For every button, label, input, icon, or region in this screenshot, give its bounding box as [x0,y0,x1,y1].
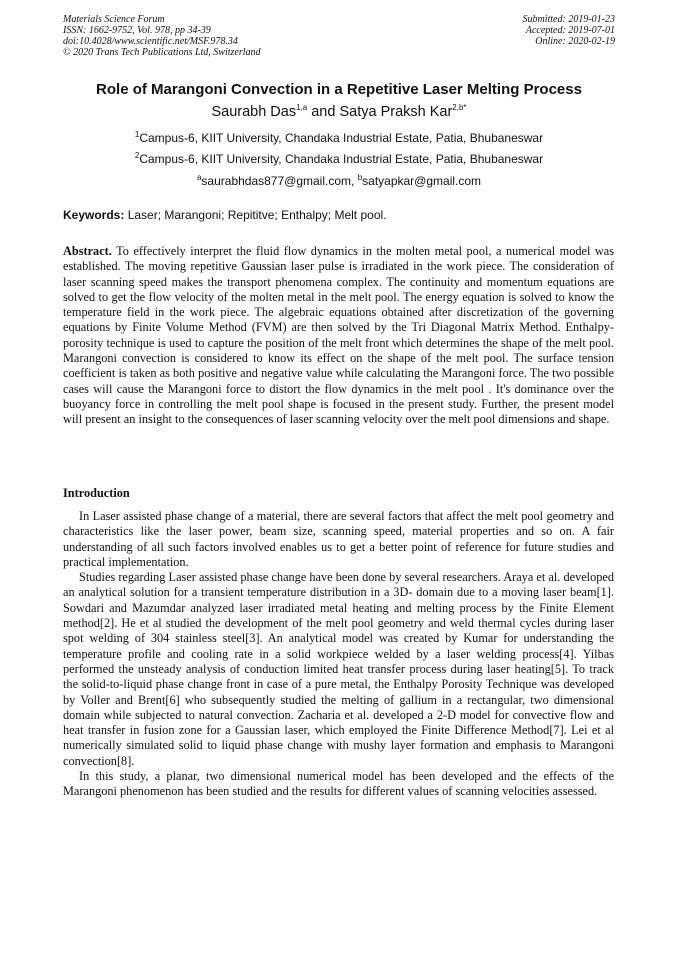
intro-paragraph-2: Studies regarding Laser assisted phase change have been done by several researchers. Araya et al. developed an analytical solution for a transient temperature distribution in a 3D- domain due to a moving laser beam[1]. Sowdari and Mazumdar analyzed laser irradiated metal heating and melting process by the Finite Element method[2]. He et al studied the development of the melt pool geometry and weld thermal cycles during laser spot welding of 304 stainless steel[3]. An analytical model was created by Kumar for understanding the temperature profile and cooling rate in a solid workpiece welded by a laser welding process[4]. Yilbas performed the unsteady analysis of conduction limited heat transfer process during laser heating[5]. To track the solid-to-liquid phase change front in case of a pure metal, the Enthalpy Porosity Technique was developed by Voller and Brent[6] who subsequently studied the melting of gallium in a rectangular, two dimensional domain while subjected to natural convection. Zacharia et al. developed a 2-D model for convective flow and heat transfer in fusion zone for a Gaussian laser, which employed the Finite Difference Method[7]. Lei et al numerically simulated solid to liquid phase change with mushy layer formation and emphasis to Marangoni convection[8]. [63,570,614,768]
intro-paragraph-1: In Laser assisted phase change of a material, there are several factors that affect the melt pool geometry and characteristics like the laser power, beam size, scanning speed, material properties and so on. A fair understanding of all such factors involved enables us to get a better point of reference for future studies and practical implementation. [63,509,614,569]
email-a[interactable]: saurabhdas877@gmail.com, [201,174,358,188]
author-2-affiliation: 2,b* [452,103,467,113]
email-b[interactable]: satyapkar@gmail.com [362,174,482,188]
introduction-heading: Introduction [63,486,130,500]
abstract-text: To effectively interpret the fluid flow dynamics in the molten metal pool, a numerical model was established. The moving repetitive Gaussian laser pulse is irradiated in the work piece. The consideration of laser scanning speed makes the transport phenomena complex. The continuity and momentum equations are solved to get the flow velocity of the molten metal in the melt pool. The energy equation is solved to know the temperature field in the work piece. The algebraic equations obtained after discretization of the governing equations by Finite Volume Method (FVM) are then solved by the Tri Diagonal Matrix Method. Enthalpy-porosity technique is used to capture the position of the melt front which determines the shape of the melt pool. Marangoni convection is considered to know its effect on the shape of the melt pool. The surface tension coefficient is taken as both positive and negative value while calculating the Marangoni force. The two possible cases will cause the Marangoni force to distort the flow dynamics in the melt pool . It's dominance over the buoyancy force in controlling the melt pool shape is focused in the present study. Further, the present model will present an insight to the consequences of laser scanning velocity over the melt pool dimensions and shape. [63,244,614,427]
affiliation-1-marker: 1 [134,130,140,139]
author-2: Satya Praksh Kar [339,104,453,120]
publication-dates [523,14,616,47]
paper-title: Role of Marangoni Convection in a Repetitive Laser Melting Process [96,81,582,98]
affiliation-1-text: Campus-6, KIIT University, Chandaka Industrial Estate, Patia, Bhubaneswar [139,131,544,145]
email-b-marker: b [357,173,363,182]
author-conjunction: and [307,104,340,120]
doi-link[interactable]: doi:10.4028/www.scientific.net/MSF.978.34 [63,36,238,47]
introduction-body [63,509,614,800]
submitted-date: Submitted: 2019-01-23 [522,14,615,25]
intro-paragraph-3: In this study, a planar, two dimensional numerical model has been developed and the effects of the Marangoni phenomenon has been studied and the results for different values of scanning velocities assessed. [63,769,614,799]
affiliation-2-marker: 2 [134,151,140,160]
keywords-text: Laser; Marangoni; Repititve; Enthalpy; Melt pool. [124,208,387,222]
keywords-label: Keywords: [63,208,125,222]
abstract-label: Abstract. [63,244,112,258]
abstract [63,244,614,428]
email-line [0,174,678,189]
author-1-affiliation: 1,a [296,103,308,113]
author-line [0,103,678,121]
online-date: Online: 2020-02-19 [535,36,615,47]
journal-name: Materials Science Forum [63,14,165,25]
author-1: Saurabh Das [211,104,297,120]
accepted-date: Accepted: 2019-07-01 [525,25,615,36]
journal-info [63,14,261,58]
affiliation-2-text: Campus-6, KIIT University, Chandaka Industrial Estate, Patia, Bhubaneswar [139,152,544,166]
affiliation-1 [0,131,678,146]
issn-volume: ISSN: 1662-9752, Vol. 978, pp 34-39 [63,25,211,36]
copyright: © 2020 Trans Tech Publications Ltd, Switzerland [63,47,261,58]
affiliation-2 [0,152,678,167]
email-a-marker: a [196,173,202,182]
keywords [63,208,387,223]
